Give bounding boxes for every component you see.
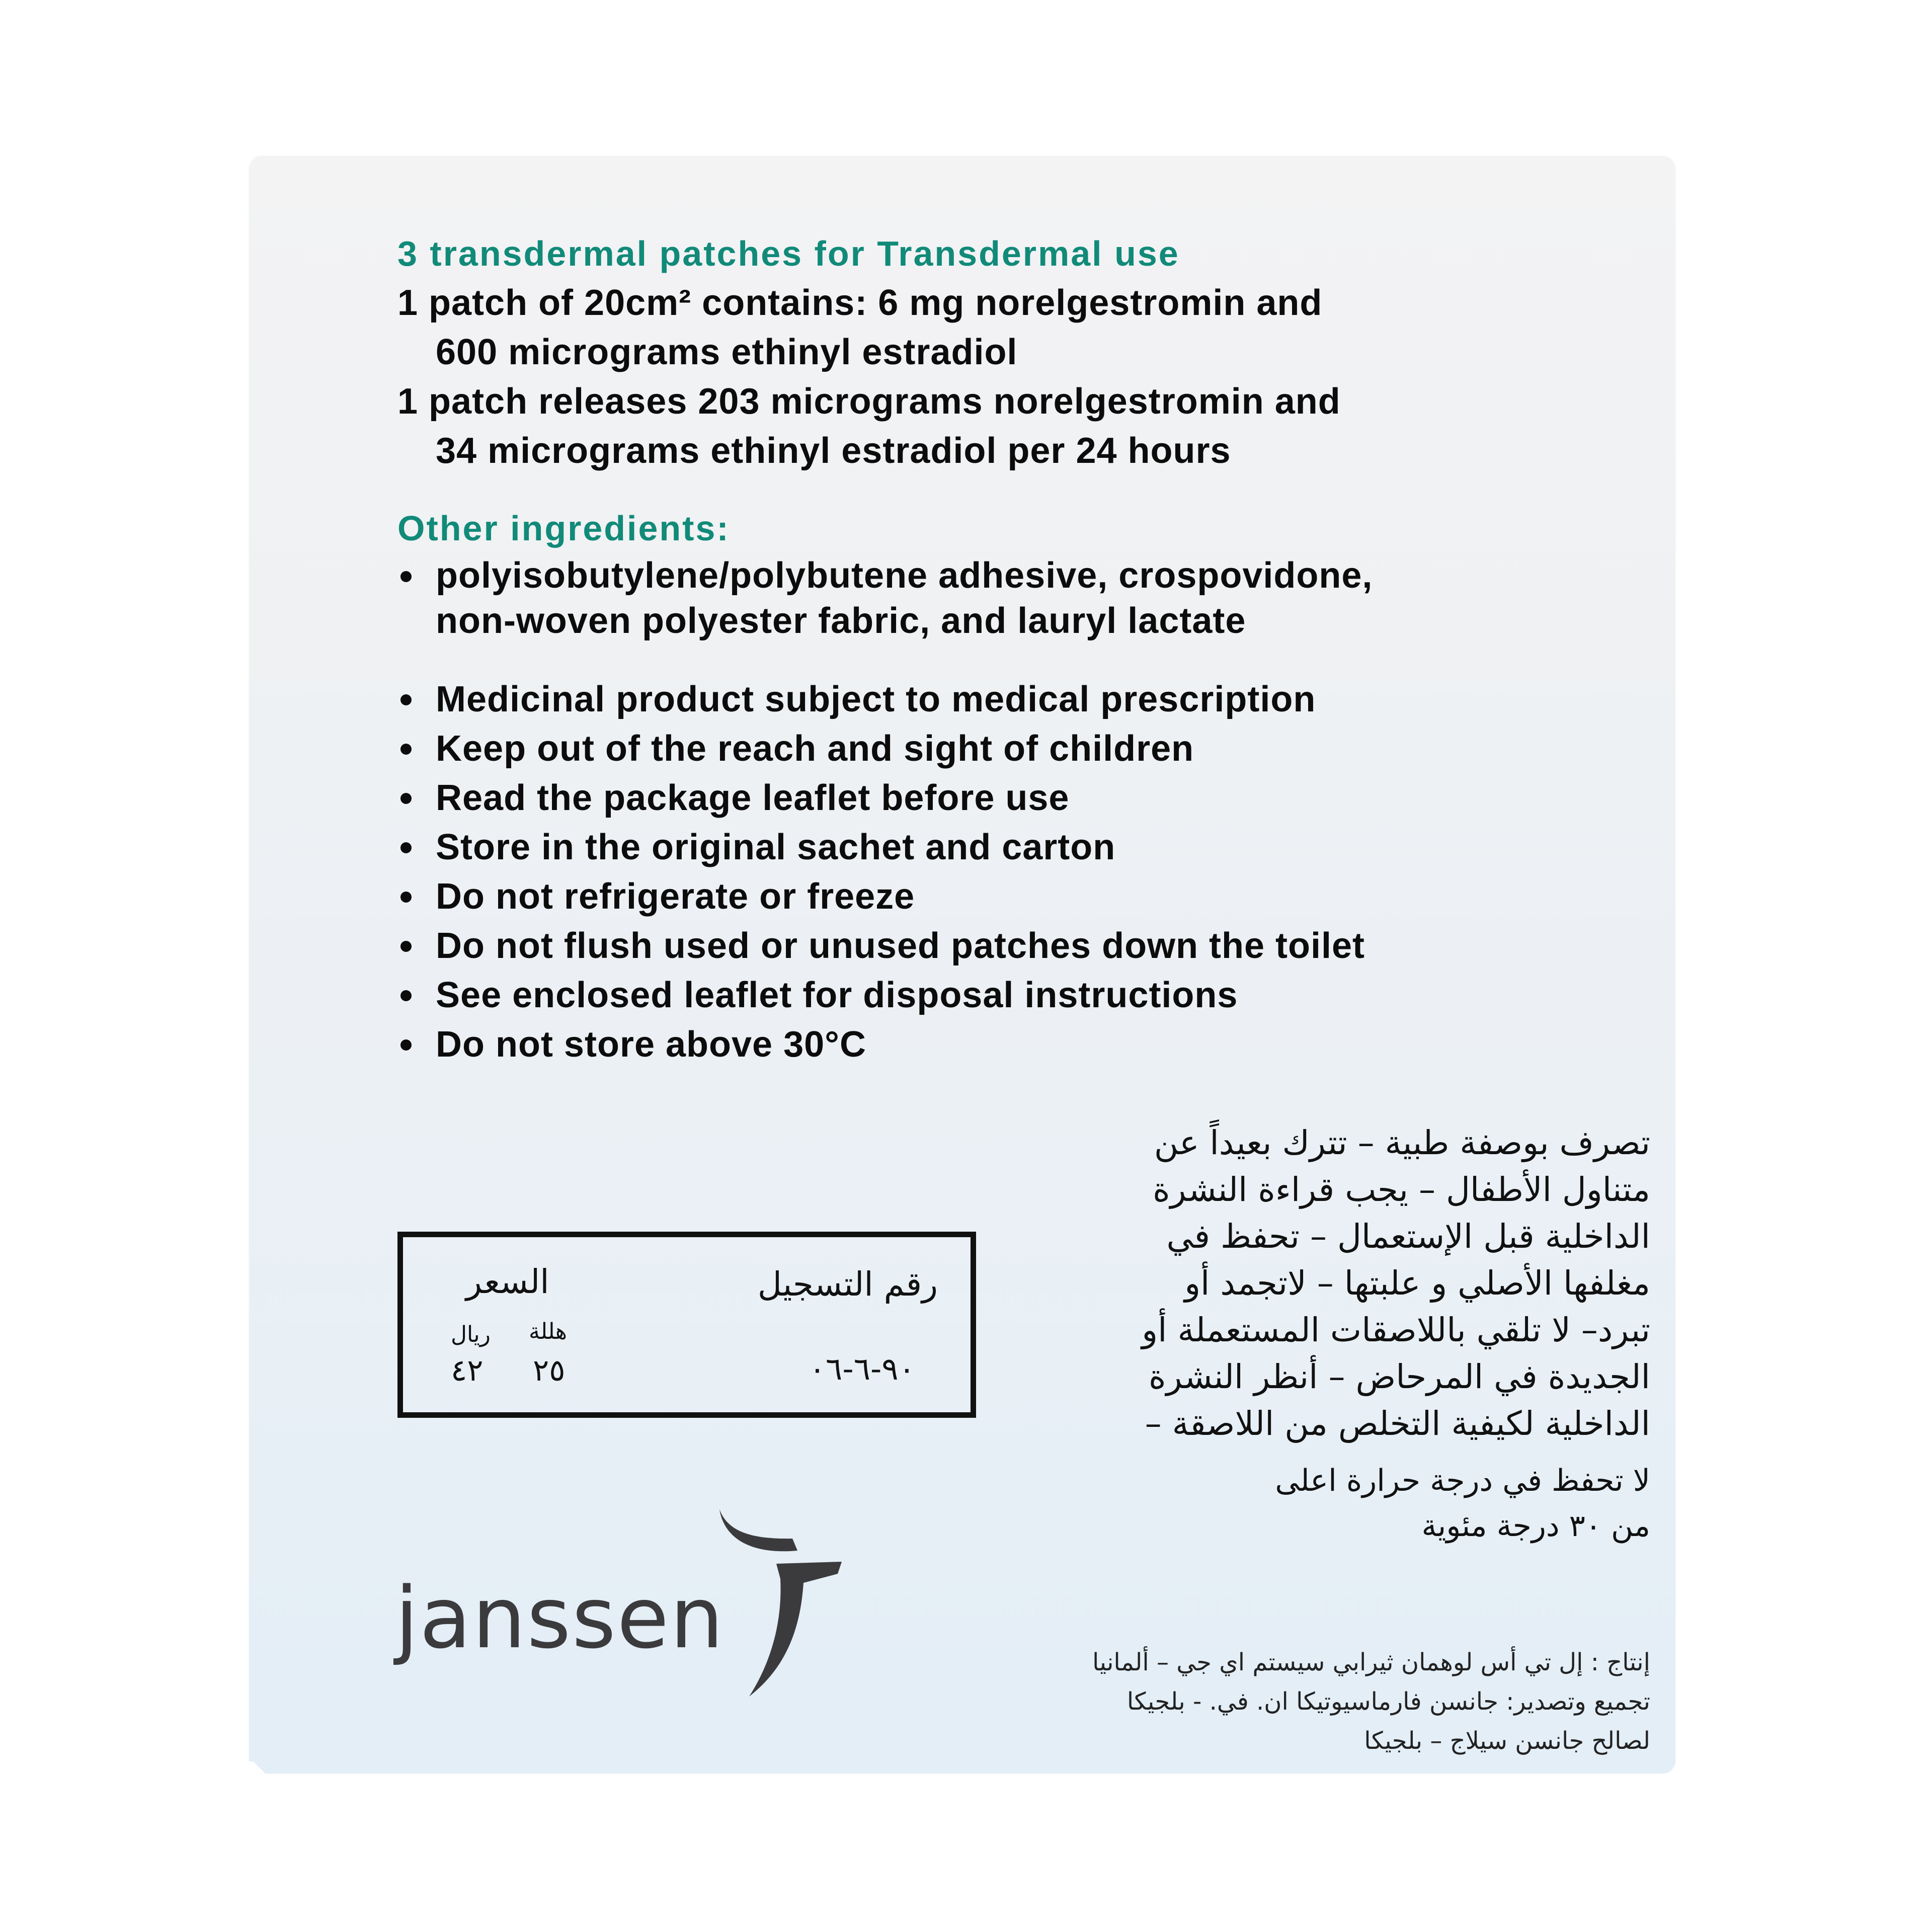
- warning-item: [397, 921, 1504, 971]
- ingredient-text-continued: non-woven polyester fabric, and lauryl lactate: [436, 601, 1246, 641]
- bullet-icon: [400, 892, 412, 903]
- warning-item: [397, 971, 1504, 1020]
- warning-item: [397, 724, 1504, 773]
- halala-value: ٢٥: [533, 1353, 566, 1388]
- bullet-icon: [400, 842, 412, 853]
- spacer: [397, 475, 1504, 504]
- manufacturer-line: إنتاج : إل تي أس لوهمان ثيرابي سيستم اي جي – ألمانيا: [1092, 1648, 1650, 1676]
- corner-cut: [249, 1761, 269, 1774]
- warning-item: [397, 872, 1504, 921]
- halala-label: هللة: [529, 1319, 567, 1344]
- warning-text: Read the package leaflet before use: [436, 778, 1070, 818]
- bullet-icon: [400, 990, 412, 1001]
- spacer: [397, 643, 1504, 675]
- arabic-warning-line: متناول الأطفال – يجب قراءة النشرة: [1153, 1170, 1650, 1209]
- manufacturer-line: تجميع وتصدير: جانسن فارماسيوتيكا ان. في. - بلجيكا: [1126, 1687, 1650, 1716]
- warning-text: See enclosed leaflet for disposal instructions: [436, 975, 1238, 1015]
- riyal-label: ريال: [451, 1322, 491, 1347]
- registration-number: ٩٠-٦-٠٦: [809, 1350, 915, 1387]
- english-text-block: [397, 229, 1504, 1069]
- arabic-warnings: [1036, 1119, 1650, 1447]
- registration-price-box: [397, 1232, 976, 1418]
- manufacturer-line: لصالح جانسن سيلاج – بلجيكا: [1364, 1727, 1650, 1755]
- ingredient-text: polyisobutylene/polybutene adhesive, crospovidone,: [436, 555, 1373, 596]
- price-label: السعر: [466, 1262, 549, 1301]
- warning-text: Do not store above 30°C: [436, 1024, 866, 1065]
- warnings-list: [397, 675, 1504, 1069]
- janssen-logo: [395, 1509, 848, 1711]
- arabic-warning-line: مغلفها الأصلي و علبتها – لاتجمد أو: [1184, 1264, 1650, 1303]
- bullet-icon: [400, 571, 412, 582]
- warning-item: [397, 823, 1504, 872]
- arabic-warning-line: تبرد– لا تلقي باللاصقات المستعملة أو: [1142, 1311, 1650, 1349]
- bullet-icon: [400, 1039, 412, 1051]
- composition-line-continued: 600 micrograms ethinyl estradiol: [436, 332, 1018, 372]
- warning-text: Medicinal product subject to medical prescription: [436, 679, 1316, 719]
- bullet-icon: [400, 793, 412, 804]
- pack-heading: 3 transdermal patches for Transdermal use: [397, 234, 1180, 273]
- riyal-value: ٤٢: [451, 1353, 484, 1388]
- registration-label: رقم التسجيل: [757, 1265, 938, 1304]
- arabic-temperature-note: [1147, 1458, 1650, 1549]
- release-line: 1 patch releases 203 micrograms norelgestromin and: [397, 381, 1341, 422]
- warning-item: [397, 773, 1504, 823]
- brand-wordmark: janssen: [395, 1569, 725, 1667]
- warning-text: Do not flush used or unused patches down the toilet: [436, 926, 1365, 966]
- bullet-icon: [400, 941, 412, 952]
- ingredients-list: [397, 553, 1504, 643]
- manufacturer-info: [1021, 1643, 1650, 1760]
- composition-line: 1 patch of 20cm² contains: 6 mg norelgestromin and: [397, 283, 1323, 323]
- arabic-temperature-line: من ٣٠ درجة مئوية: [1421, 1508, 1650, 1544]
- bullet-icon: [400, 744, 412, 755]
- other-ingredients-heading: Other ingredients:: [397, 509, 730, 548]
- warning-item: [397, 1020, 1504, 1069]
- warning-item: [397, 675, 1504, 724]
- warning-text: Store in the original sachet and carton: [436, 827, 1116, 867]
- release-line-continued: 34 micrograms ethinyl estradiol per 24 hours: [436, 431, 1231, 471]
- arabic-warning-line: الداخلية لكيفية التخلص من اللاصقة –: [1145, 1404, 1650, 1443]
- warning-text: Keep out of the reach and sight of children: [436, 729, 1194, 769]
- arabic-temperature-line: لا تحفظ في درجة حرارة اعلى: [1275, 1463, 1650, 1498]
- bullet-icon: [400, 694, 412, 705]
- arabic-warning-line: الداخلية قبل الإستعمال – تحفظ في: [1166, 1217, 1650, 1256]
- janssen-swoosh-j-icon: [712, 1509, 853, 1711]
- ingredient-item: [397, 553, 1504, 643]
- arabic-warning-line: الجديدة في المرحاض – أنظر النشرة: [1149, 1357, 1650, 1396]
- arabic-warning-line: تصرف بوصفة طبية – تترك بعيداً عن: [1154, 1123, 1650, 1162]
- warning-text: Do not refrigerate or freeze: [436, 876, 915, 917]
